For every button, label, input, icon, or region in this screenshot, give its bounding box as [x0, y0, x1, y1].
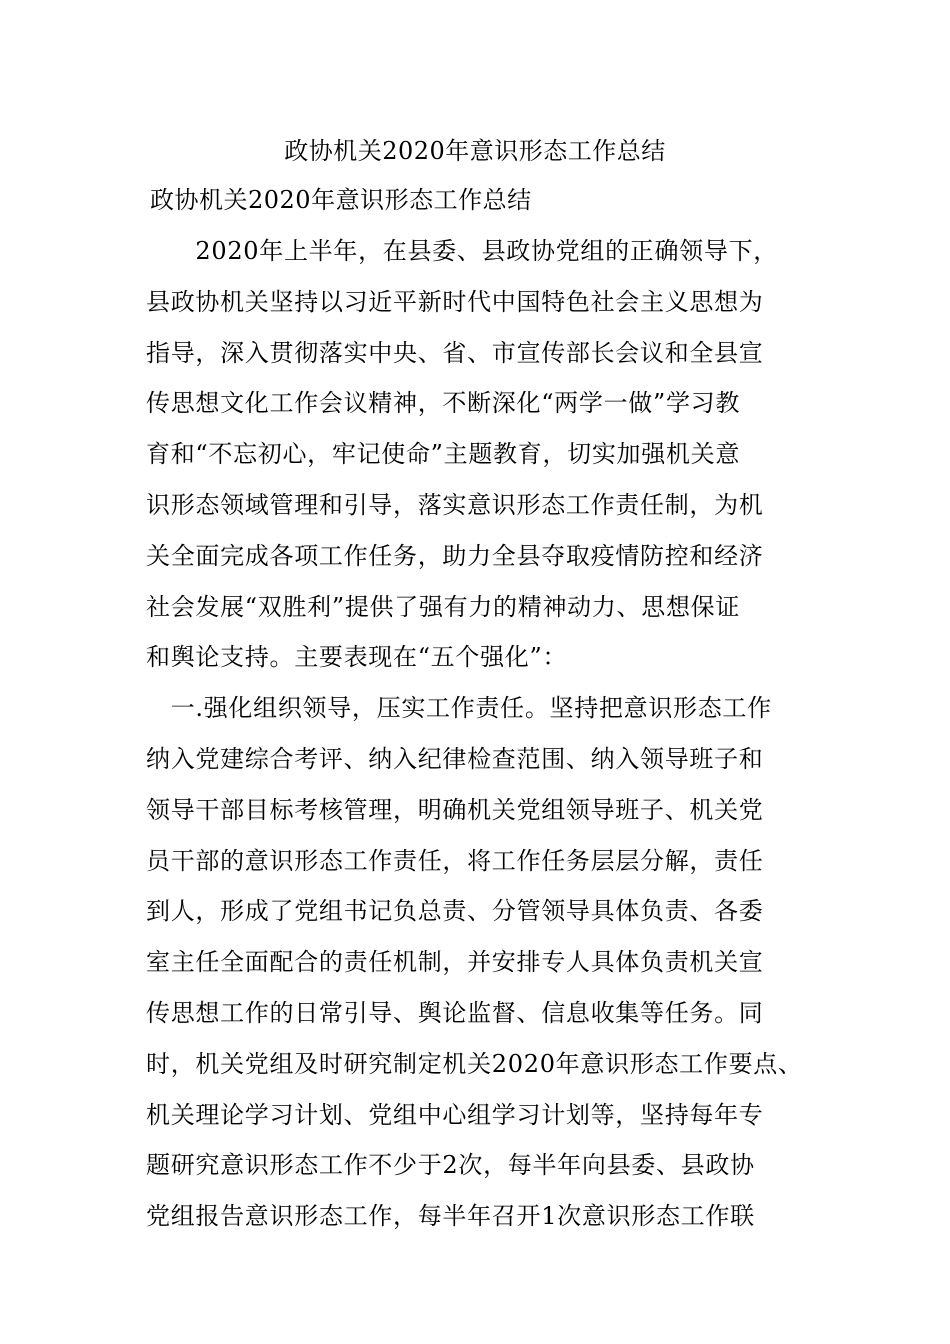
body-line: 领导干部目标考核管理，明确机关党组领导班子、机关党 — [146, 795, 764, 824]
body-line: 和舆论支持。主要表现在“五个强化”： — [146, 643, 568, 672]
body-line: 到人，形成了党组书记负总责、分管领导具体负责、各委 — [146, 897, 764, 926]
body-line: 题研究意识形态工作不少于2次，每半年向县委、县政协 — [146, 1151, 755, 1180]
document-title: 政协机关2020年意识形态工作总结 — [284, 137, 666, 165]
body-line: 育和“不忘初心，牢记使命”主题教育，切实加强机关意 — [146, 440, 741, 469]
body-line: 关全面完成各项工作任务，助力全县夺取疫情防控和经济 — [146, 541, 764, 570]
body-line: 党组报告意识形态工作，每半年召开1次意识形态工作联 — [146, 1202, 755, 1231]
document-body — [146, 230, 826, 1246]
body-line: 2020年上半年，在县委、县政协党组的正确领导下， — [146, 237, 778, 265]
body-line: 纳入党建综合考评、纳入纪律检查范围、纳入领导班子和 — [146, 744, 764, 773]
body-line: 室主任全面配合的责任机制，并安排专人具体负责机关宣 — [146, 948, 764, 977]
document-subtitle: 政协机关2020年意识形态工作总结 — [150, 186, 532, 214]
body-line: 员干部的意识形态工作责任，将工作任务层层分解，责任 — [146, 846, 764, 875]
body-line: 时，机关党组及时研究制定机关2020年意识形态工作要点、 — [146, 1049, 803, 1078]
body-line: 传思想工作的日常引导、舆论监督、信息收集等任务。同 — [146, 998, 764, 1027]
body-line: 县政协机关坚持以习近平新时代中国特色社会主义思想为 — [146, 287, 764, 316]
body-line: 社会发展“双胜利”提供了强有力的精神动力、思想保证 — [146, 592, 741, 621]
body-line: 一.强化组织领导，压实工作责任。坚持把意识形态工作 — [146, 694, 772, 723]
body-line: 机关理论学习计划、党组中心组学习计划等，坚持每年专 — [146, 1100, 764, 1129]
body-line: 识形态领域管理和引导，落实意识形态工作责任制，为机 — [146, 490, 764, 519]
body-line: 传思想文化工作会议精神，不断深化“两学一做”学习教 — [146, 389, 741, 418]
body-line: 指导，深入贯彻落实中央、省、市宣传部长会议和全县宣 — [146, 338, 764, 367]
